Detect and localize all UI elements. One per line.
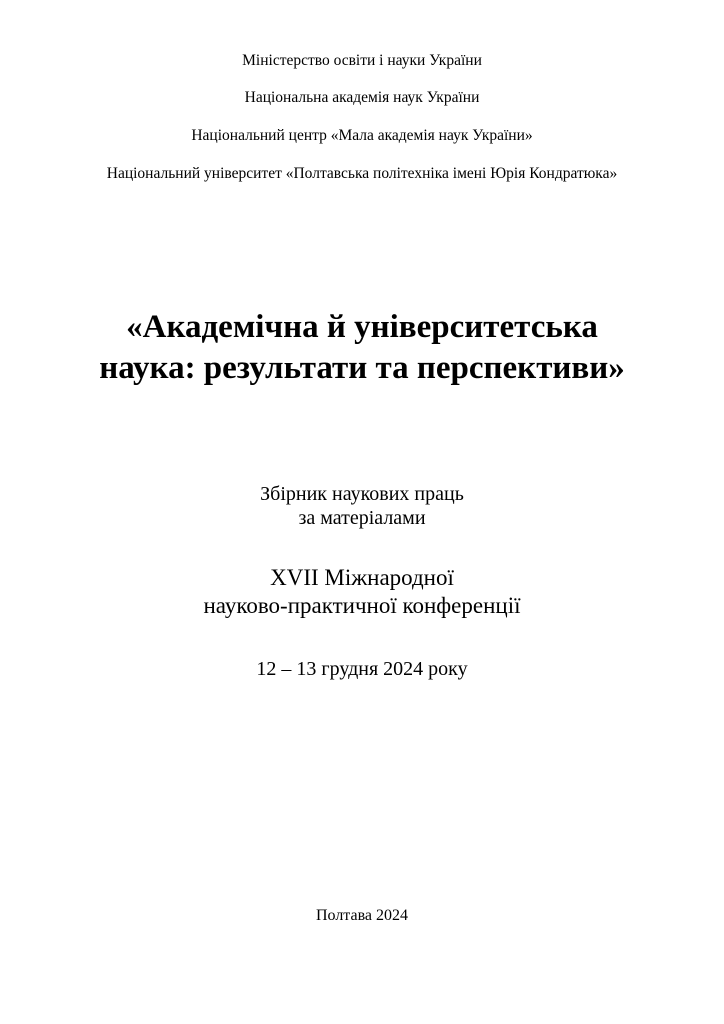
conference-dates: 12 – 13 грудня 2024 року (256, 658, 468, 680)
conference-line-2: науково-практичної конференції (203, 593, 521, 618)
academy-line: Національна академія наук України (244, 89, 480, 106)
title-line-1: «Академічна й університетська (126, 309, 598, 345)
conference-line-1: XVII Міжнародної (270, 565, 454, 590)
center-line: Національний центр «Мала академія наук України» (191, 127, 533, 144)
collection-line-1: Збірник наукових праць (260, 483, 464, 505)
ministry-line: Міністерство освіти і науки України (242, 52, 482, 69)
place-year: Полтава 2024 (315, 907, 409, 924)
collection-line-2: за матеріалами (298, 507, 426, 529)
university-line: Національний університет «Полтавська політехніка імені Юрія Кондратюка» (106, 165, 618, 182)
title-line-2: наука: результати та перспективи» (99, 350, 625, 386)
